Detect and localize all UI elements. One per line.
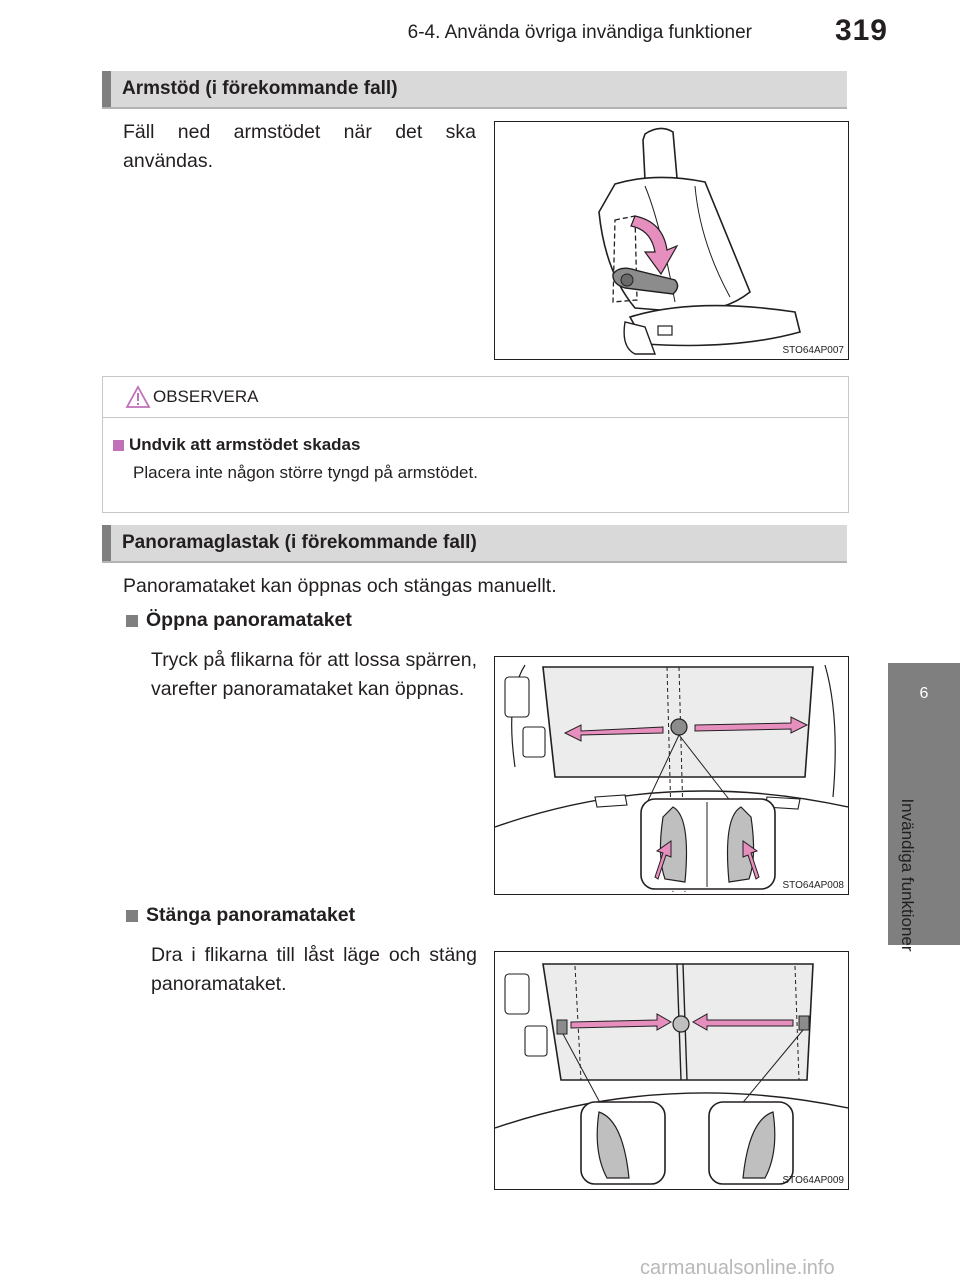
- bullet-square-icon: [126, 910, 138, 922]
- open-roof-subheading: [126, 609, 352, 632]
- figure-code: STO64AP009: [782, 1175, 844, 1186]
- armrest-figure: [494, 121, 849, 360]
- caution-title: OBSERVERA: [153, 387, 259, 406]
- seat-armrest-illustration: [495, 122, 848, 359]
- close-roof-instruction: Dra i flikarna till låst läge och stäng panoramataket.: [151, 944, 477, 995]
- caution-subheading-label: Undvik att armstödet skadas: [129, 435, 361, 454]
- armrest-section-heading: [102, 71, 847, 109]
- caution-text: Placera inte någon större tyngd på armstödet.: [133, 463, 478, 482]
- roof-close-illustration: [495, 952, 848, 1189]
- running-section-title: 6-4. Använda övriga invändiga funktioner: [407, 22, 752, 43]
- bullet-square-icon: [126, 615, 138, 627]
- open-roof-figure: [494, 656, 849, 895]
- page-header: [0, 0, 960, 58]
- caution-box: [102, 376, 849, 513]
- panorama-section-heading: [102, 525, 847, 563]
- panorama-heading-label: Panoramaglastak (i förekommande fall): [122, 532, 477, 553]
- close-roof-figure: [494, 951, 849, 1190]
- close-roof-subheading: [126, 904, 355, 927]
- close-roof-heading-label: Stänga panoramataket: [146, 904, 356, 926]
- armrest-heading-label: Armstöd (i förekommande fall): [122, 78, 398, 99]
- open-roof-heading-label: Öppna panoramataket: [146, 609, 352, 631]
- caution-header: [103, 377, 848, 418]
- caution-subheading: [113, 435, 360, 455]
- heading-accent: [102, 525, 111, 561]
- chapter-title-label: Invändiga funktioner: [898, 798, 917, 952]
- page-number: 319: [834, 14, 888, 47]
- figure-code: STO64AP008: [782, 880, 844, 891]
- panorama-intro: Panoramataket kan öppnas och stängas manuellt.: [123, 575, 557, 597]
- warning-triangle-icon: [125, 385, 151, 409]
- watermark: carmanualsonline.info: [640, 1257, 835, 1279]
- chapter-title-vertical: [897, 775, 917, 975]
- bullet-square-icon: [113, 440, 124, 451]
- figure-code: STO64AP007: [782, 345, 844, 356]
- open-roof-instruction: Tryck på flikarna för att lossa spärren, varefter panoramataket kan öppnas.: [151, 649, 477, 700]
- armrest-instruction: Fäll ned armstödet när det ska användas.: [123, 121, 476, 172]
- roof-open-illustration: [495, 657, 848, 894]
- heading-accent: [102, 71, 111, 107]
- chapter-number: 6: [919, 685, 929, 702]
